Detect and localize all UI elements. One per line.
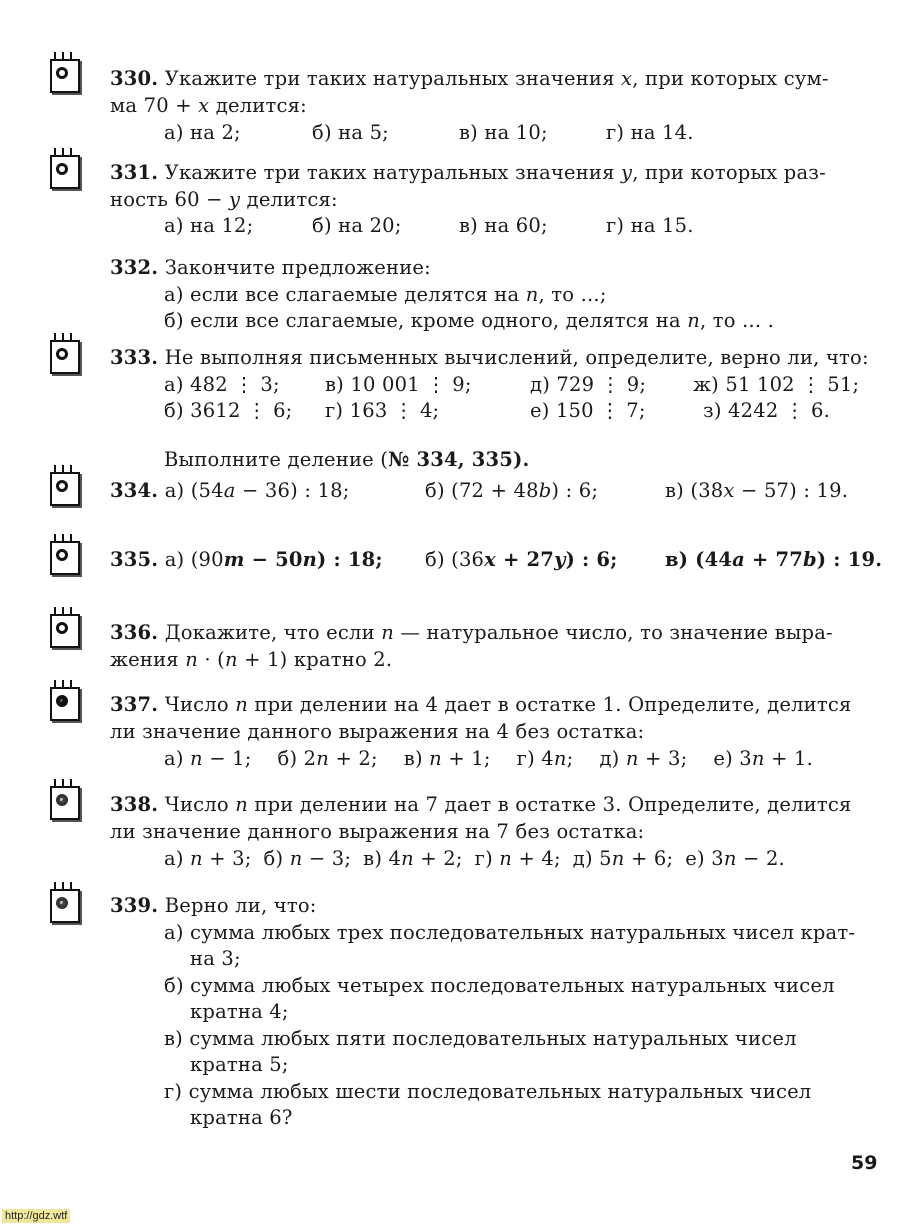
variable: b [803, 548, 817, 571]
exercise-number: 335. [110, 548, 159, 571]
variable: n [235, 693, 248, 716]
variable: n [687, 309, 700, 332]
variable: n [751, 747, 765, 770]
exercise-333-option-a: а) 482 ⋮ 3; [164, 373, 280, 396]
circle-notebook-icon [46, 148, 80, 188]
exercise-331-option-b: б) на 20; [312, 214, 402, 237]
variable: a [223, 479, 236, 502]
exercise-333-option-z: з) 4242 ⋮ 6. [703, 399, 830, 422]
text: + 2; [329, 747, 378, 770]
exercise-339-option-g: г) сумма любых шести последовательных натуральных чисел [164, 1080, 812, 1103]
text: б) (72 + 48 [425, 479, 539, 502]
variable: y [229, 188, 241, 211]
exercise-339-option-g-cont: кратна 6? [190, 1106, 293, 1129]
text: а) (90 [158, 548, 224, 571]
text: + 3; [638, 747, 688, 770]
exercise-331-option-v: в) на 60; [459, 214, 548, 237]
variable: y [621, 161, 633, 184]
exercise-number: 334. [110, 479, 159, 502]
text: − 50 [244, 548, 303, 571]
variable: n [190, 747, 203, 770]
exercise-number: 337. [110, 693, 159, 716]
text: Укажите три таких натуральных значения [158, 161, 622, 184]
circle-notebook-icon [46, 465, 80, 505]
text: Число [158, 693, 236, 716]
variable: n [289, 847, 303, 870]
text: жения [110, 648, 186, 671]
exercise-339-option-b: б) сумма любых четырех последовательных натуральных чисел [164, 974, 835, 997]
exercise-335 [110, 547, 383, 573]
circle-notebook-icon [46, 52, 80, 92]
variable: n [625, 747, 639, 770]
text: + 1. [764, 747, 814, 770]
text: Не выполняя письменных вычислений, определите, верно ли, что: [158, 346, 869, 369]
variable: y [554, 548, 566, 571]
text: делится: [209, 94, 307, 117]
text: ) : 18; [317, 548, 383, 571]
exercise-333-option-e: е) 150 ⋮ 7; [530, 399, 646, 422]
variable: b [538, 479, 552, 502]
text: ма 70 + [110, 94, 199, 117]
text: г) 4 [516, 747, 554, 770]
exercise-335-option-b [425, 547, 618, 573]
variable: x [484, 548, 496, 571]
text: ) : 19. [816, 548, 883, 571]
page-number: 59 [851, 1152, 878, 1174]
text: + 1; [441, 747, 491, 770]
exercise-339-option-v-cont: кратна 5; [190, 1053, 289, 1076]
variable: n [185, 648, 198, 671]
variable: n [553, 747, 567, 770]
text: а) [164, 847, 191, 870]
text: в) (44 [665, 548, 733, 571]
globe-notebook-icon [46, 779, 80, 819]
text: Закончите предложение: [158, 256, 431, 279]
exercise-333-option-zh: ж) 51 102 ⋮ 51; [693, 373, 860, 396]
variable: n [429, 747, 442, 770]
exercise-334 [110, 478, 349, 504]
text: + 77 [744, 548, 804, 571]
variable: m [223, 548, 245, 571]
exercise-number: 339. [110, 894, 159, 917]
exercise-338-line-1 [110, 792, 851, 818]
text: б) (36 [425, 548, 485, 571]
variable: n [611, 847, 625, 870]
exercise-337-options [164, 746, 813, 772]
text: + 6; [624, 847, 674, 870]
exercise-number: 338. [110, 793, 159, 816]
text: в) (38 [665, 479, 724, 502]
text: ; [566, 747, 574, 770]
text: в) [403, 747, 430, 770]
text: Число [158, 793, 236, 816]
exercise-336-line-2 [110, 647, 392, 673]
text: , при которых сум- [632, 67, 829, 90]
variable: n [316, 747, 330, 770]
text: + 1) кратно 2. [237, 648, 393, 671]
variable: n [302, 548, 318, 571]
text: Выполните деление ( [164, 448, 389, 471]
variable: x [198, 94, 210, 117]
text: е) 3 [713, 747, 752, 770]
text: − 36) : 18; [235, 479, 350, 502]
watermark-link[interactable]: http://gdz.wtf [2, 1209, 70, 1223]
text: делится: [240, 188, 338, 211]
exercise-339-option-a: а) сумма любых трех последовательных натуральных чисел крат- [164, 921, 856, 944]
exercise-number: 336. [110, 621, 159, 644]
text: , при которых раз- [632, 161, 826, 184]
text: + 3; [202, 847, 252, 870]
exercise-339-option-a-cont: на 3; [190, 947, 241, 970]
text: б) если все слагаемые, кроме одного, делятся на [164, 309, 688, 332]
variable: n [235, 793, 248, 816]
text: ность 60 − [110, 188, 230, 211]
circle-notebook-icon [46, 607, 80, 647]
exercise-330-line-2 [110, 93, 307, 119]
variable: a [732, 548, 745, 571]
exercise-332-option-a [164, 282, 607, 308]
exercise-333-line-1 [110, 345, 869, 371]
text: г) [474, 847, 500, 870]
variable: n [401, 847, 414, 870]
text: а) [164, 747, 191, 770]
exercise-number: 330. [110, 67, 159, 90]
text: д) [599, 747, 626, 770]
text: + 2; [413, 847, 463, 870]
exercise-number: 332. [110, 256, 159, 279]
exercise-332-line-1 [110, 255, 431, 281]
exercise-339-line-1 [110, 893, 317, 919]
globe-notebook-icon [46, 882, 80, 922]
exercise-335-option-v [665, 547, 882, 573]
exercise-330-option-g: г) на 14. [606, 121, 694, 144]
exercise-330-line-1 [110, 66, 829, 92]
variable: n [499, 847, 513, 870]
text: е) 3 [685, 847, 724, 870]
exercise-331-line-2 [110, 187, 338, 213]
exercise-number: 331. [110, 161, 159, 184]
exercise-330-option-b: б) на 5; [312, 121, 389, 144]
exercise-331-option-a: а) на 12; [164, 214, 254, 237]
exercise-330-option-a: а) на 2; [164, 121, 241, 144]
variable: n [190, 847, 203, 870]
globe-notebook-icon [46, 680, 80, 720]
exercise-333-option-g: г) 163 ⋮ 4; [325, 399, 440, 422]
exercise-338-line-2: ли значение данного выражения на 7 без остатка: [110, 820, 645, 843]
text: , то ...; [538, 283, 607, 306]
text: а) (54 [158, 479, 224, 502]
text: Верно ли, что: [158, 894, 317, 917]
text: д) 5 [572, 847, 612, 870]
text: + 4; [512, 847, 561, 870]
exercise-330-option-v: в) на 10; [459, 121, 548, 144]
text: ) : 6; [565, 548, 618, 571]
exercise-339-option-b-cont: кратна 4; [190, 1000, 289, 1023]
variable: n [224, 648, 238, 671]
text: а) если все слагаемые делятся на [164, 283, 526, 306]
text: при делении на 7 дает в остатке 3. Определите, делится [247, 793, 852, 816]
exercise-333-option-b: б) 3612 ⋮ 6; [164, 399, 293, 422]
exercise-336-line-1 [110, 620, 833, 646]
variable: n [381, 621, 394, 644]
exercise-337-line-1 [110, 692, 851, 718]
exercise-334-option-v [665, 478, 848, 504]
text: при делении на 4 дает в остатке 1. Определите, делится [247, 693, 852, 716]
text: Укажите три таких натуральных значения [158, 67, 622, 90]
section-heading [164, 447, 530, 473]
exercise-332-option-b [164, 308, 774, 334]
exercise-331-line-1 [110, 160, 826, 186]
text: Докажите, что если [158, 621, 382, 644]
exercise-334-option-b [425, 478, 598, 504]
text: — натуральное число, то значение выра- [394, 621, 833, 644]
exercise-339-option-v: в) сумма любых пяти последовательных натуральных чисел [164, 1027, 797, 1050]
exercise-333-option-d: д) 729 ⋮ 9; [530, 373, 647, 396]
text: в) 4 [363, 847, 402, 870]
variable: x [723, 479, 735, 502]
text: ) : 6; [551, 479, 599, 502]
text: − 1; [202, 747, 252, 770]
text: + 27 [496, 548, 555, 571]
circle-notebook-icon [46, 534, 80, 574]
exercise-331-option-g: г) на 15. [606, 214, 694, 237]
text: № 334, 335). [388, 448, 530, 471]
text: − 3; [302, 847, 352, 870]
text: б) [263, 847, 290, 870]
text: , то ... . [699, 309, 775, 332]
exercise-number: 333. [110, 346, 159, 369]
exercise-333-option-v: в) 10 001 ⋮ 9; [325, 373, 472, 396]
text: − 57) : 19. [734, 479, 849, 502]
variable: n [723, 847, 737, 870]
text: б) 2 [277, 747, 317, 770]
text: · ( [197, 648, 225, 671]
exercise-338-options [164, 846, 785, 872]
exercise-337-line-2: ли значение данного выражения на 4 без остатка: [110, 720, 645, 743]
circle-notebook-icon [46, 333, 80, 373]
text: − 2. [736, 847, 785, 870]
variable: x [621, 67, 633, 90]
variable: n [525, 283, 539, 306]
